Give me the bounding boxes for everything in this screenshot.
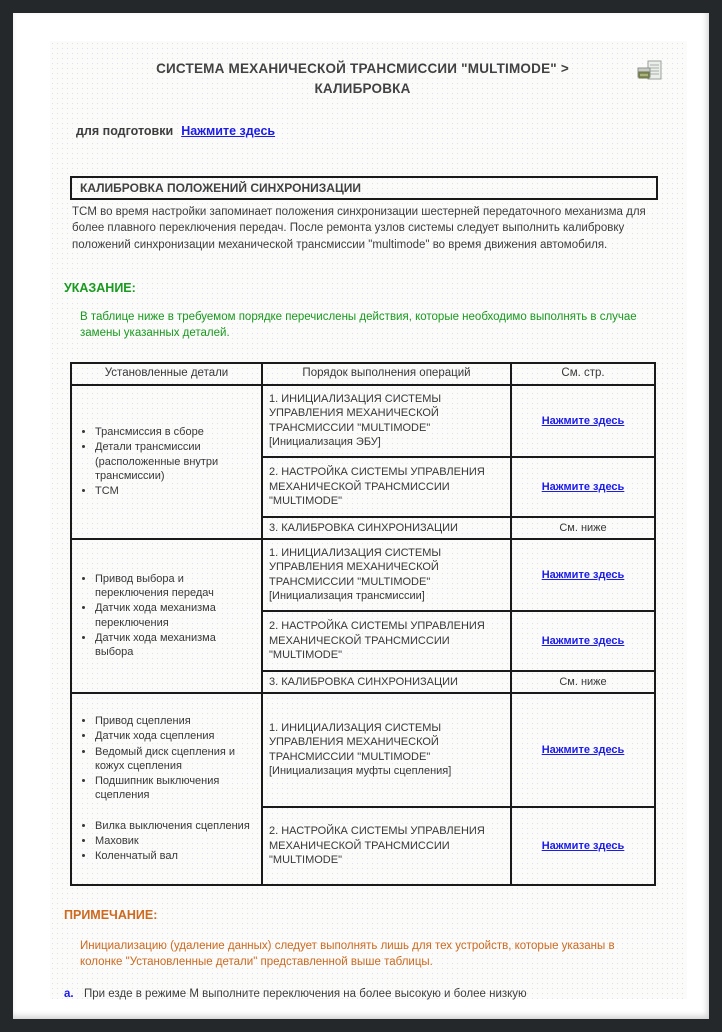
part-item: • Ведомый диск сцепления и кожух сцепления — [95, 745, 255, 774]
note-label: ПРИМЕЧАНИЕ: — [64, 907, 158, 922]
col-header-operations: Порядок выполнения операций — [262, 363, 511, 385]
see-page-link[interactable]: Нажмите здесь — [541, 480, 625, 493]
prep-line — [76, 124, 673, 138]
prep-link[interactable]: Нажмите здесь — [181, 124, 276, 139]
parts-cell-group2 — [71, 539, 262, 693]
parts-cell-group1 — [71, 385, 262, 539]
see-page-link[interactable]: Нажмите здесь — [541, 839, 625, 852]
operation-cell: 1. ИНИЦИАЛИЗАЦИЯ СИСТЕМЫ УПРАВЛЕНИЯ МЕХАНИЧЕСКОЙ ТРАНСМИССИИ "MULTIMODE" [Инициализация муфты сцепления] — [262, 693, 511, 807]
ref-cell: См. ниже — [511, 517, 655, 539]
part-item: • Датчик хода механизма переключения — [95, 601, 255, 630]
table-row — [71, 539, 655, 611]
ref-cell — [511, 539, 655, 611]
ref-cell — [511, 385, 655, 457]
step-marker: a. — [64, 988, 74, 1001]
part-item: • Коленчатый вал — [95, 849, 255, 863]
operation-cell: 1. ИНИЦИАЛИЗАЦИЯ СИСТЕМЫ УПРАВЛЕНИЯ МЕХАНИЧЕСКОЙ ТРАНСМИССИИ "MULTIMODE" [Инициализация ЭБУ] — [262, 385, 511, 457]
ref-cell — [511, 807, 655, 885]
table-row — [71, 385, 655, 457]
page-title: СИСТЕМА МЕХАНИЧЕСКОЙ ТРАНСМИССИИ "MULTIMODE" > КАЛИБРОВКА — [156, 61, 569, 96]
operation-cell: 2. НАСТРОЙКА СИСТЕМЫ УПРАВЛЕНИЯ МЕХАНИЧЕСКОЙ ТРАНСМИССИИ "MULTIMODE" — [262, 457, 511, 517]
part-item: • Детали трансмиссии (расположенные внутри трансмиссии) — [95, 440, 255, 483]
document-content — [50, 41, 687, 999]
operation-cell: 3. КАЛИБРОВКА СИНХРОНИЗАЦИИ — [262, 671, 511, 693]
part-item: • Вилка выключения сцепления — [95, 819, 255, 833]
ref-cell — [511, 611, 655, 671]
step-text: При езде в режиме M выполните переключения на более высокую и более низкую — [84, 988, 527, 1001]
see-page-link[interactable]: Нажмите здесь — [541, 568, 625, 581]
ref-cell — [511, 693, 655, 807]
section-intro: TCM во время настройки запоминает положения синхронизации шестерней передаточного механизма для более плавного переключения передач. После ремонта узлов системы следует выполнить калибровку положений синхронизации механической трансмиссии "multimode" во время движения автомобиля. — [72, 206, 646, 251]
table-header-row — [71, 363, 655, 385]
parts-cell-group3 — [71, 693, 262, 885]
part-item: • Трансмиссия в сборе — [95, 425, 255, 439]
ref-cell: См. ниже — [511, 671, 655, 693]
print-icon[interactable] — [635, 59, 667, 87]
section-heading: КАЛИБРОВКА ПОЛОЖЕНИЙ СИНХРОНИЗАЦИИ — [70, 176, 658, 200]
ref-cell — [511, 457, 655, 517]
hint-label: УКАЗАНИЕ: — [64, 281, 136, 296]
document-page — [13, 13, 709, 1019]
table-row — [71, 693, 655, 807]
col-header-see-page: См. стр. — [511, 363, 655, 385]
col-header-parts: Установленные детали — [71, 363, 262, 385]
see-page-link[interactable]: Нажмите здесь — [541, 743, 625, 756]
part-item: • Датчик хода сцепления — [95, 729, 255, 743]
step-item-a — [64, 988, 673, 1000]
operation-cell: 1. ИНИЦИАЛИЗАЦИЯ СИСТЕМЫ УПРАВЛЕНИЯ МЕХАНИЧЕСКОЙ ТРАНСМИССИИ "MULTIMODE" [Инициализация трансмиссии] — [262, 539, 511, 611]
operation-cell: 2. НАСТРОЙКА СИСТЕМЫ УПРАВЛЕНИЯ МЕХАНИЧЕСКОЙ ТРАНСМИССИИ "MULTIMODE" — [262, 611, 511, 671]
note-text: Инициализацию (удаление данных) следует выполнять лишь для тех устройств, которые указаны в колонке "Установленные детали" представленной выше таблицы. — [80, 939, 615, 969]
operation-cell: 2. НАСТРОЙКА СИСТЕМЫ УПРАВЛЕНИЯ МЕХАНИЧЕСКОЙ ТРАНСМИССИИ "MULTIMODE" — [262, 807, 511, 885]
part-item: • Маховик — [95, 834, 255, 848]
part-item: • Привод выбора и переключения передач — [95, 572, 255, 601]
part-item: • Привод сцепления — [95, 714, 255, 728]
part-item: • Датчик хода механизма выбора — [95, 631, 255, 660]
part-item: • Подшипник выключения сцепления — [95, 774, 255, 803]
prep-label: для подготовки — [76, 124, 174, 139]
operation-cell: 3. КАЛИБРОВКА СИНХРОНИЗАЦИИ — [262, 517, 511, 539]
see-page-link[interactable]: Нажмите здесь — [541, 414, 625, 427]
part-item: • TCM — [95, 484, 255, 498]
see-page-link[interactable]: Нажмите здесь — [541, 634, 625, 647]
procedure-table — [70, 362, 656, 886]
hint-text: В таблице ниже в требуемом порядке перечислены действия, которые необходимо выполнять в случае замены указанных деталей. — [80, 311, 637, 340]
